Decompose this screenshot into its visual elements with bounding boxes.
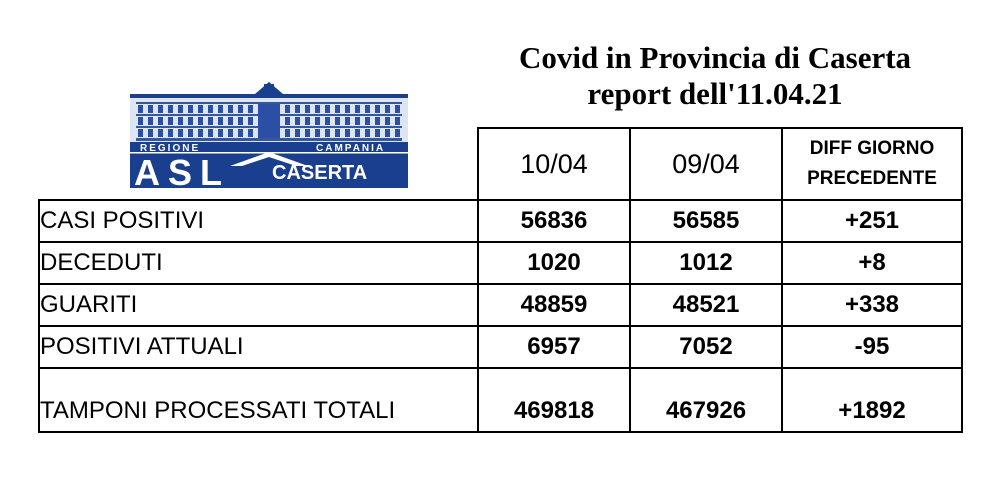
title-line-1: Covid in Provincia di Caserta: [518, 40, 912, 75]
header-diff-line-1: DIFF GIORNO: [809, 138, 935, 159]
covid-report-table: [38, 127, 963, 433]
row-value-date-1: 1020: [478, 242, 630, 284]
row-diff: +8: [782, 242, 962, 284]
row-diff: -95: [782, 326, 962, 368]
svg-text:CASERTA: CASERTA: [272, 162, 368, 184]
header-date-2: 09/04: [630, 128, 782, 200]
report-title: [470, 40, 960, 112]
header-diff-line-2: PRECEDENTE: [807, 168, 937, 189]
table-header-row: [39, 128, 962, 200]
row-value-date-2: 7052: [630, 326, 782, 368]
row-label: TAMPONI PROCESSATI TOTALI: [39, 368, 478, 432]
table-row: [39, 200, 962, 242]
row-label: GUARITI: [39, 284, 478, 326]
row-value-date-2: 48521: [630, 284, 782, 326]
row-label: POSITIVI ATTUALI: [39, 326, 478, 368]
row-diff: +338: [782, 284, 962, 326]
row-value-date-2: 56585: [630, 200, 782, 242]
row-diff: +1892: [782, 368, 962, 432]
title-line-2: report dell'11.04.21: [587, 76, 843, 111]
row-value-date-1: 56836: [478, 200, 630, 242]
row-value-date-1: 6957: [478, 326, 630, 368]
row-value-date-1: 469818: [478, 368, 630, 432]
table-row: [39, 284, 962, 326]
table-row: [39, 326, 962, 368]
row-value-date-2: 467926: [630, 368, 782, 432]
row-value-date-2: 1012: [630, 242, 782, 284]
row-value-date-1: 48859: [478, 284, 630, 326]
row-diff: +251: [782, 200, 962, 242]
header-date-1: 10/04: [478, 128, 630, 200]
table-row: [39, 368, 962, 432]
svg-text:CAMPANIA: CAMPANIA: [316, 143, 386, 154]
svg-text:ASL: ASL: [134, 152, 230, 188]
row-label: DECEDUTI: [39, 242, 478, 284]
svg-text:REGIONE: REGIONE: [140, 143, 201, 154]
row-label: CASI POSITIVI: [39, 200, 478, 242]
header-diff: [782, 128, 962, 200]
table-row: [39, 242, 962, 284]
header-blank-cell: [39, 128, 478, 200]
